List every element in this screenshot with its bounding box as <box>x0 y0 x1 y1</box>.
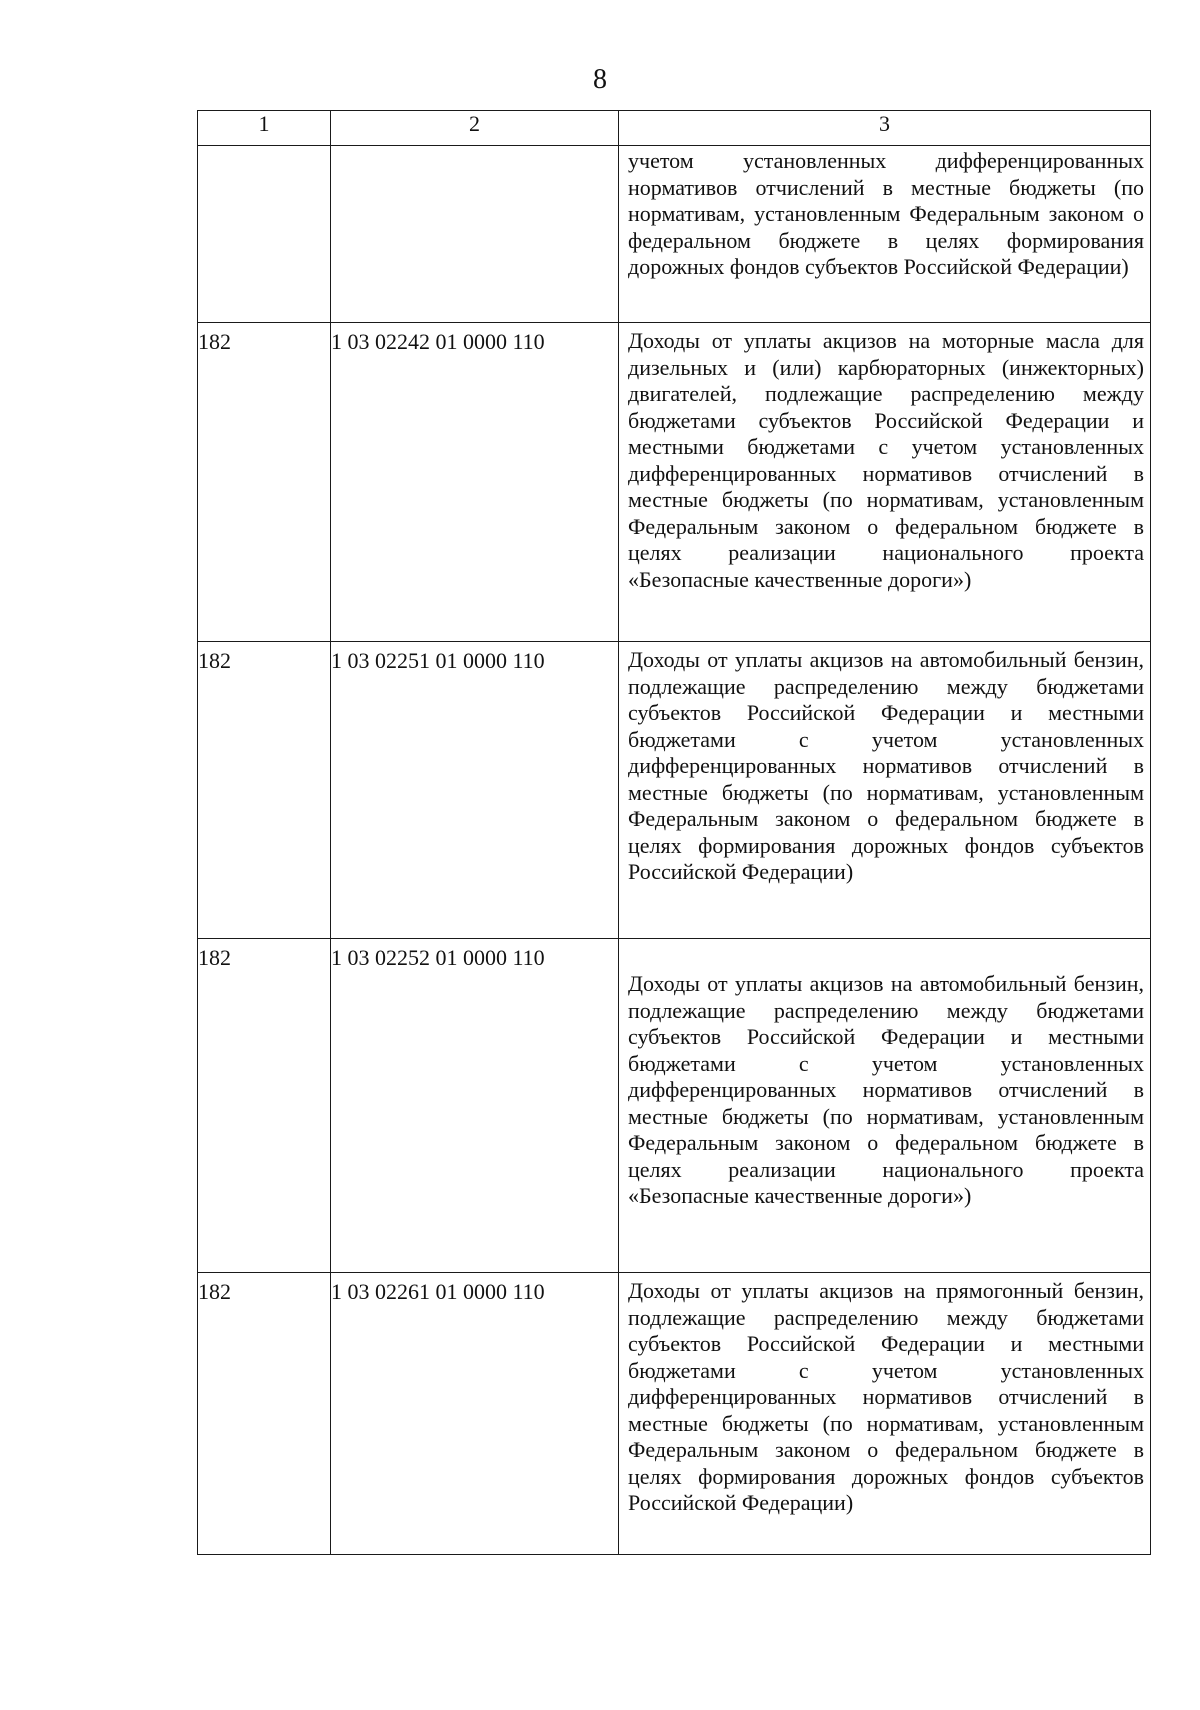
admin-code-cell <box>198 939 331 1273</box>
kbk-code: 1 03 02251 01 0000 110 <box>331 648 545 673</box>
column-header-3: 3 <box>619 111 1151 146</box>
description-cell <box>619 323 1151 642</box>
admin-code-cell <box>198 642 331 939</box>
kbk-code <box>331 146 618 152</box>
kbk-code-cell <box>331 642 619 939</box>
table-header-row <box>198 111 1151 146</box>
table-row <box>198 323 1151 642</box>
admin-code-cell <box>198 323 331 642</box>
kbk-code-cell <box>331 146 619 323</box>
kbk-code-cell <box>331 1273 619 1555</box>
revenue-description: Доходы от уплаты акцизов на автомобильный бензин, подлежащие распределению между бюджетами субъектов Российской Федерации и местными бюджетами с учетом установленных дифференцированных нормативов отчислений в местные бюджеты (по нормативам, установленным Федеральным законом о федеральном бюджете в целях формирования дорожных фондов субъектов Российской Федерации) <box>628 647 1144 884</box>
admin-code: 182 <box>198 329 231 354</box>
revenue-table <box>197 110 1151 1555</box>
admin-code-cell <box>198 1273 331 1555</box>
description-cell <box>619 939 1151 1273</box>
column-header-2: 2 <box>331 111 619 146</box>
page-number: 8 <box>593 64 607 95</box>
description-cell <box>619 642 1151 939</box>
table-row <box>198 642 1151 939</box>
kbk-code: 1 03 02242 01 0000 110 <box>331 329 545 354</box>
description-cell <box>619 146 1151 323</box>
admin-code: 182 <box>198 648 231 673</box>
table-row <box>198 146 1151 323</box>
kbk-code-cell <box>331 939 619 1273</box>
revenue-description: Доходы от уплаты акцизов на автомобильный бензин, подлежащие распределению между бюджетами субъектов Российской Федерации и местными бюджетами с учетом установленных дифференцированных нормативов отчислений в местные бюджеты (по нормативам, установленным Федеральным законом о федеральном бюджете в целях реализации национального проекта «Безопасные качественные дороги») <box>628 971 1144 1208</box>
table-row <box>198 1273 1151 1555</box>
kbk-code: 1 03 02261 01 0000 110 <box>331 1279 545 1304</box>
revenue-description: Доходы от уплаты акцизов на прямогонный бензин, подлежащие распределению между бюджетами субъектов Российской Федерации и местными бюджетами с учетом установленных дифференцированных нормативов отчислений в местные бюджеты (по нормативам, установленным Федеральным законом о федеральном бюджете в целях формирования дорожных фондов субъектов Российской Федерации) <box>628 1278 1144 1515</box>
revenue-description: Доходы от уплаты акцизов на моторные масла для дизельных и (или) карбюраторных (инжекторных) двигателей, подлежащие распределению между бюджетами субъектов Российской Федерации и местными бюджетами с учетом установленных дифференцированных нормативов отчислений в местные бюджеты (по нормативам, установленным Федеральным законом о федеральном бюджете в целях реализации национального проекта «Безопасные качественные дороги») <box>628 328 1144 592</box>
admin-code: 182 <box>198 1279 231 1304</box>
column-header-1: 1 <box>198 111 331 146</box>
revenue-description: учетом установленных дифференцированных нормативов отчислений в местные бюджеты (по нормативам, установленным Федеральным законом о федеральном бюджете в целях формирования дорожных фондов субъектов Российской Федерации) <box>628 148 1144 279</box>
admin-code: 182 <box>198 945 231 970</box>
kbk-code-cell <box>331 323 619 642</box>
admin-code-cell <box>198 146 331 323</box>
admin-code <box>198 146 330 152</box>
description-cell <box>619 1273 1151 1555</box>
table-row <box>198 939 1151 1273</box>
kbk-code: 1 03 02252 01 0000 110 <box>331 945 545 970</box>
